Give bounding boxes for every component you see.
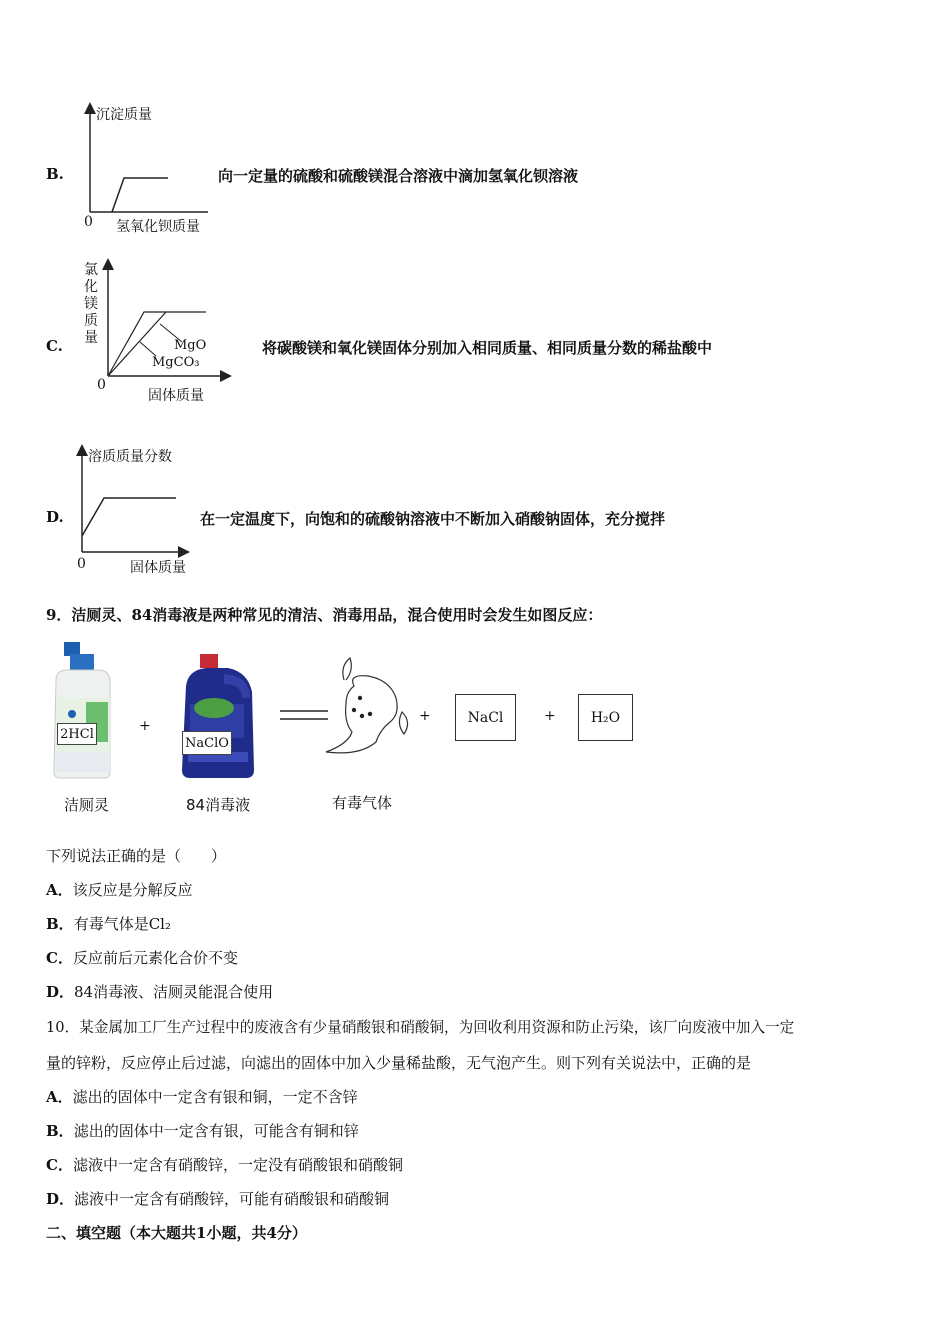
- bottle1-caption: 洁厕灵: [64, 796, 110, 814]
- plus-1: +: [139, 718, 151, 734]
- q9-stem: 9．洁厕灵、84消毒液是两种常见的清洁、消毒用品，混合使用时会发生如图反应：: [46, 606, 603, 624]
- q9-option-c[interactable]: [46, 947, 238, 968]
- option-b-y-axis: 沉淀质量: [96, 107, 152, 123]
- option-d-y-axis: 溶质质量分数: [88, 449, 172, 465]
- q10-option-d[interactable]: [46, 1188, 389, 1209]
- toilet-cleaner-bottle-icon: [50, 640, 116, 782]
- option-c-x-axis: 固体质量: [148, 388, 204, 404]
- option-text: 滤出的固体中一定含有银，可能含有铜和锌: [73, 1122, 359, 1140]
- option-d-label: D.: [46, 508, 64, 526]
- bottle1-formula: 2HCl: [57, 723, 97, 745]
- option-b-x-axis: 氢氧化钡质量: [116, 219, 200, 235]
- curve: [82, 498, 176, 536]
- product-h2o-box: H₂O: [578, 694, 633, 741]
- option-c-label: C.: [46, 337, 63, 355]
- product-nacl-box: NaCl: [455, 694, 516, 741]
- q9-prompt: 下列说法正确的是（ ）: [46, 847, 227, 865]
- q9-option-a[interactable]: [46, 879, 193, 900]
- option-b-description: 向一定量的硫酸和硫酸镁混合溶液中滴加氢氧化钡溶液: [218, 167, 579, 185]
- option-d-origin: 0: [77, 556, 86, 572]
- q10-option-c[interactable]: [46, 1154, 403, 1175]
- q10-stem-line1: 10．某金属加工厂生产过程中的废液含有少量硝酸银和硝酸铜，为回收利用资源和防止污染，该厂向废液中加入一定: [46, 1019, 795, 1036]
- option-c-y-axis: 氯化镁质量: [84, 262, 98, 346]
- curve: [112, 178, 168, 212]
- q10-option-b[interactable]: [46, 1120, 359, 1141]
- option-text: 滤出的固体中一定含有银和铜，一定不含锌: [72, 1088, 358, 1106]
- bottle2-caption: 84消毒液: [186, 796, 251, 814]
- option-d-x-axis: 固体质量: [130, 560, 186, 576]
- option-d-description: 在一定温度下，向饱和的硫酸钠溶液中不断加入硝酸钠固体，充分搅拌: [200, 510, 666, 528]
- option-c-origin: 0: [97, 377, 106, 393]
- plus-3: +: [544, 708, 556, 724]
- option-text: 滤液中一定含有硝酸锌，可能有硝酸银和硝酸铜: [74, 1190, 390, 1208]
- option-text: 84消毒液、洁厕灵能混合使用: [74, 983, 274, 1001]
- mgco3-pointer: [140, 342, 156, 356]
- q9-option-b[interactable]: [46, 913, 171, 934]
- disinfectant-bottle-icon: [178, 652, 260, 782]
- plus-2: +: [419, 708, 431, 724]
- option-c-series-mgco3: MgCO₃: [152, 355, 200, 370]
- option-label: B．: [46, 1122, 74, 1140]
- option-label: C．: [46, 1156, 73, 1174]
- q9-option-d[interactable]: [46, 981, 273, 1002]
- option-text: 有毒气体是Cl₂: [73, 915, 171, 933]
- q10-option-a[interactable]: [46, 1086, 358, 1107]
- section-2-heading: 二、填空题（本大题共1小题，共4分）: [46, 1224, 307, 1242]
- bottle2-formula: NaClO: [182, 731, 232, 755]
- option-label: D．: [46, 983, 75, 1001]
- option-text: 该反应是分解反应: [72, 881, 193, 899]
- option-c-series-mgo: MgO: [174, 338, 207, 353]
- option-label: A．: [46, 881, 73, 899]
- q10-stem-line2: 量的锌粉，反应停止后过滤，向滤出的固体中加入少量稀盐酸，无气泡产生。则下列有关说法中，正确的是: [46, 1054, 752, 1072]
- option-label: D．: [46, 1190, 75, 1208]
- option-b-origin: 0: [84, 214, 93, 230]
- gas-caption: 有毒气体: [332, 794, 393, 812]
- toxic-gas-cloud-icon: [318, 652, 414, 756]
- option-text: 反应前后元素化合价不变: [72, 949, 238, 967]
- option-label: C．: [46, 949, 73, 967]
- option-b-label: B.: [46, 165, 64, 183]
- option-label: A．: [46, 1088, 73, 1106]
- option-c-description: 将碳酸镁和氧化镁固体分别加入相同质量、相同质量分数的稀盐酸中: [262, 339, 713, 357]
- option-text: 滤液中一定含有硝酸锌，一定没有硝酸银和硝酸铜: [72, 1156, 403, 1174]
- option-label: B．: [46, 915, 74, 933]
